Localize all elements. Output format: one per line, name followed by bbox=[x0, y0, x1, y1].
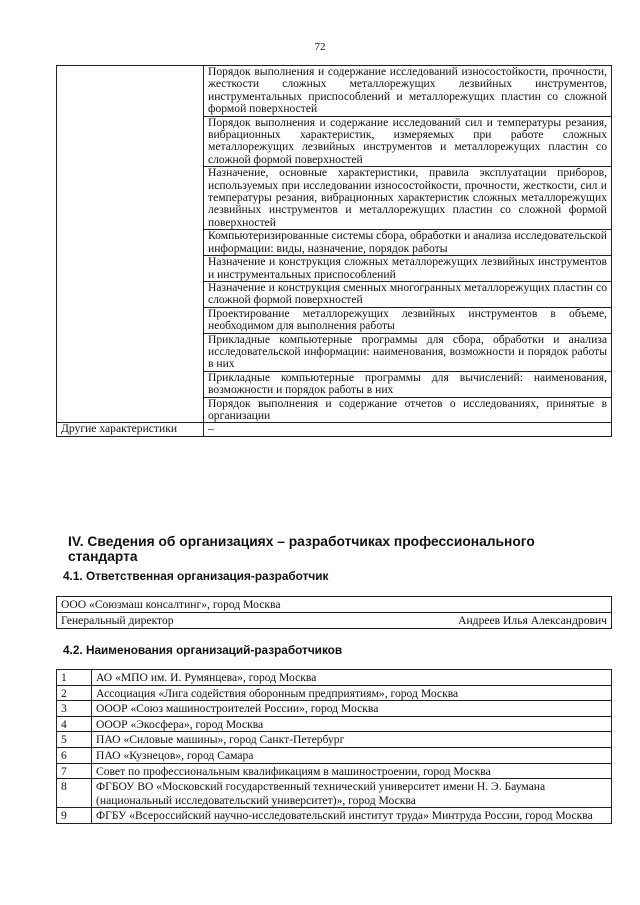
knowledge-cell: Порядок выполнения и содержание исследований сил и температуры резания, вибрационных характеристик, измеряемых при работе сложных металлорежущих лезвийных инструментов и металлорежущих пластин со сложной формой поверхностей bbox=[204, 116, 612, 167]
org-name: ПАО «Силовые машины», город Санкт-Петербург bbox=[92, 732, 612, 748]
table-row bbox=[57, 685, 612, 701]
knowledge-cell: Прикладные компьютерные программы для вычислений: наименования, возможности и порядок работы в них bbox=[204, 371, 612, 397]
developer-orgs-table bbox=[56, 669, 612, 824]
table-row bbox=[57, 423, 612, 436]
other-characteristics-value: – bbox=[204, 423, 612, 436]
knowledge-cell: Проектирование металлорежущих лезвийных инструментов в объеме, необходимом для выполнения работы bbox=[204, 307, 612, 333]
section-4-2-heading: 4.2. Наименования организаций-разработчиков bbox=[63, 643, 343, 657]
director-name: Андреев Илья Александрович bbox=[458, 614, 607, 627]
table-row bbox=[57, 716, 612, 732]
org-number: 5 bbox=[57, 732, 92, 748]
table-row bbox=[57, 613, 612, 629]
other-characteristics-label: Другие характеристики bbox=[57, 423, 204, 436]
knowledge-cell: Порядок выполнения и содержание исследований износостойкости, прочности, жесткости сложных металлорежущих лезвийных инструментов, инструментальных приспособлений и металлорежущих пластин со сложной формой поверхностей bbox=[204, 66, 612, 117]
org-name: ПАО «Кузнецов», город Самара bbox=[92, 747, 612, 763]
org-number: 1 bbox=[57, 670, 92, 686]
responsible-signatory-row bbox=[57, 613, 612, 629]
org-name: АО «МПО им. И. Румянцева», город Москва bbox=[92, 670, 612, 686]
org-number: 8 bbox=[57, 779, 92, 808]
org-number: 4 bbox=[57, 716, 92, 732]
table-row bbox=[57, 701, 612, 717]
knowledge-cell: Назначение и конструкция сложных металлорежущих лезвийных инструментов и инструментальных приспособлений bbox=[204, 256, 612, 282]
org-name: ОООР «Экосфера», город Москва bbox=[92, 716, 612, 732]
table-row bbox=[57, 763, 612, 779]
org-number: 7 bbox=[57, 763, 92, 779]
knowledge-cell: Назначение и конструкция сменных многогранных металлорежущих пластин со сложной формой поверхностей bbox=[204, 281, 612, 307]
org-name: ОООР «Союз машиностроителей России», город Москва bbox=[92, 701, 612, 717]
org-number: 3 bbox=[57, 701, 92, 717]
table-row bbox=[57, 732, 612, 748]
table-row bbox=[57, 66, 612, 117]
table-row bbox=[57, 597, 612, 613]
org-number: 6 bbox=[57, 747, 92, 763]
knowledge-cell: Порядок выполнения и содержание отчетов о исследованиях, принятые в организации bbox=[204, 397, 612, 423]
director-position: Генеральный директор bbox=[61, 614, 174, 627]
table-row bbox=[57, 747, 612, 763]
knowledge-cell: Компьютеризированные системы сбора, обработки и анализа исследовательской информации: виды, назначение, порядок работы bbox=[204, 230, 612, 256]
knowledge-cell: Прикладные компьютерные программы для сбора, обработки и анализа исследовательской информации: наименования, возможности и порядок работы в них bbox=[204, 333, 612, 371]
org-name: ФГБУ «Всероссийский научно-исследовательский институт труда» Минтруда России, город Москва bbox=[92, 808, 612, 824]
org-name: Ассоциация «Лига содействия оборонным предприятиям», город Москва bbox=[92, 685, 612, 701]
responsible-org-table bbox=[56, 596, 612, 629]
table-row bbox=[57, 670, 612, 686]
section-iv-heading: IV. Сведения об организациях – разработчиках профессионального стандарта bbox=[68, 534, 535, 564]
org-name: Совет по профессиональным квалификациям в машиностроении, город Москва bbox=[92, 763, 612, 779]
table-row bbox=[57, 779, 612, 808]
label-cell-empty bbox=[57, 66, 204, 423]
knowledge-cell: Назначение, основные характеристики, правила эксплуатации приборов, используемых при исследовании износостойкости, прочности, жесткости, сил и температуры резания, вибрационных характеристик сложных металлорежущих лезвийных инструментов и металлорежущих пластин со сложной формой поверхностей bbox=[204, 167, 612, 230]
responsible-org-name: ООО «Союзмаш консалтинг», город Москва bbox=[57, 597, 612, 613]
table-row bbox=[57, 808, 612, 824]
page-number: 72 bbox=[314, 41, 326, 53]
knowledge-table bbox=[56, 65, 612, 437]
section-4-1-heading: 4.1. Ответственная организация-разработчик bbox=[63, 569, 329, 583]
org-number: 9 bbox=[57, 808, 92, 824]
org-name: ФГБОУ ВО «Московский государственный технический университет имени Н. Э. Баумана (национальный исследовательский университет)», город Москва bbox=[92, 779, 612, 808]
org-number: 2 bbox=[57, 685, 92, 701]
